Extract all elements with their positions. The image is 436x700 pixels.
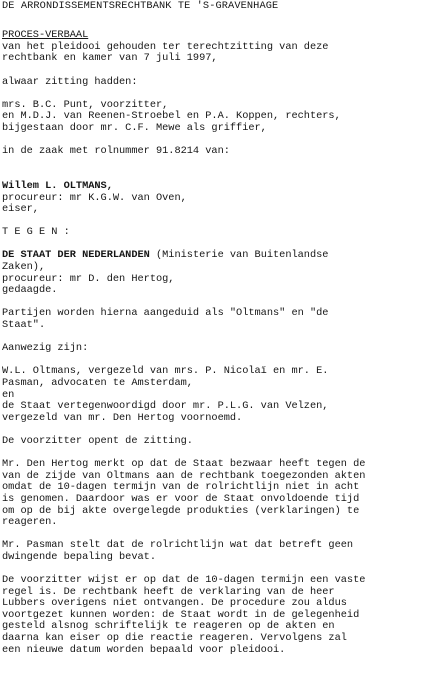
chair-paragraph-line: Lubbers overigens niet ontvangen. De procedure zou aldus [2, 597, 347, 610]
court-header: DE ARRONDISSEMENTSRECHTBANK TE 'S-GRAVENHAGE [2, 0, 279, 12]
present-line: Pasman, advocaten te Amsterdam, [2, 377, 193, 389]
title-line: rechtbank en kamer van 7 juli 1997, [2, 52, 218, 65]
bench-intro: alwaar zitting hadden: [2, 75, 138, 88]
defendant-name-line2: Zaken), [2, 261, 46, 274]
parties-paragraph-line: Staat". [2, 319, 46, 332]
bench-line: en M.D.J. van Reenen-Stroebel en P.A. Koppen, rechters, [2, 110, 341, 123]
hertog-paragraph-line: om op de bij akte overgelegde produkties (verklaringen) te [2, 504, 360, 517]
hertog-paragraph-line: is genomen. Daardoor was er voor de Staat onvoldoende tijd [2, 492, 360, 505]
present-line: vergezeld van mr. Den Hertog voornoemd. [2, 411, 243, 424]
title-line: van het pleidooi gehouden ter terechtzitting van deze [2, 40, 329, 53]
parties-paragraph-line: Partijen worden hierna aangeduid als "Oltmans" en "de [2, 307, 329, 320]
defendant-name-bold: DE STAAT DER NEDERLANDEN [2, 249, 150, 262]
hertog-paragraph-line: Mr. Den Hertog merkt op dat de Staat bezwaar heeft tegen de [2, 458, 366, 471]
chair-paragraph-line: gesteld alsnog schriftelijk te reageren op de akten en [2, 620, 335, 633]
chair-paragraph-line: regel is. De rechtbank heeft de verklaring van de heer [2, 585, 335, 598]
bench-line: bijgestaan door mr. C.F. Mewe als griffier, [2, 121, 267, 134]
chair-paragraph-line: een nieuwe datum worden bepaald voor pleidooi. [2, 643, 286, 656]
bench-line: mrs. B.C. Punt, voorzitter, [2, 98, 169, 111]
opening-line: De voorzitter opent de zitting. [2, 434, 193, 447]
pasman-paragraph-line: Mr. Pasman stelt dat de rolrichtlijn wat dat betreft geen [2, 539, 354, 552]
defendant-line: gedaagde. [2, 284, 58, 297]
defendant-name-rest: (Ministerie van Buitenlandse [149, 249, 329, 262]
hertog-paragraph-line: omdat de 10-dagen termijn van de rolrichtlijn niet in acht [2, 481, 360, 494]
present-line: W.L. Oltmans, vergezeld van mrs. P. Nicolaï en mr. E. [2, 365, 329, 378]
hertog-paragraph-line: van de zijde van Oltmans aan de rechtbank toegezonden akten [2, 469, 366, 482]
plaintiff-line: eiser, [2, 203, 39, 216]
present-line: de Staat vertegenwoordigd door mr. P.L.G. van Velzen, [2, 400, 329, 413]
hertog-paragraph-line: reageren. [2, 516, 58, 529]
present-line: en [2, 388, 15, 401]
chair-paragraph-line: De voorzitter wijst er op dat de 10-dagen termijn een vaste [2, 574, 366, 587]
defendant-line: procureur: mr D. den Hertog, [2, 272, 175, 285]
case-number-line: in de zaak met rolnummer 91.8214 van: [2, 145, 230, 158]
defendant-name [2, 250, 432, 262]
chair-paragraph-line: daarna kan eiser op die reactie reageren. Vervolgens zal [2, 632, 347, 645]
present-label: Aanwezig zijn: [2, 342, 89, 355]
plaintiff-line: procureur: mr K.G.W. van Oven, [2, 191, 187, 204]
document-title: PROCES-VERBAAL [2, 29, 89, 42]
pasman-paragraph-line: dwingende bepaling bevat. [2, 550, 156, 563]
versus-label: T E G E N : [2, 226, 70, 239]
plaintiff-name: Willem L. OLTMANS, [2, 179, 113, 192]
chair-paragraph-line: voortgezet kunnen worden: de Staat wordt in de gelegenheid [2, 608, 360, 621]
